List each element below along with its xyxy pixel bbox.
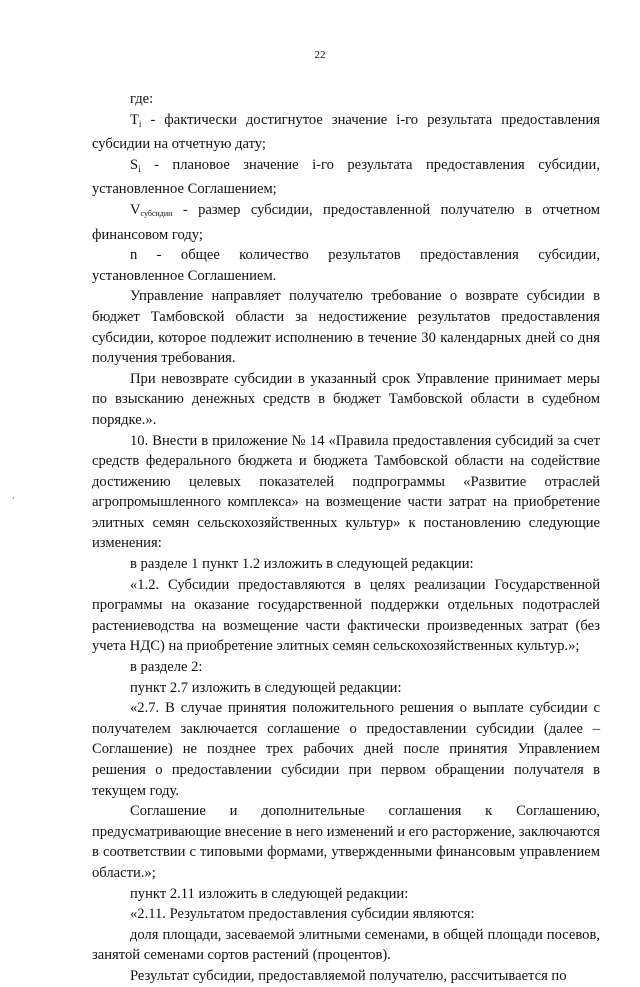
s-subscript: i: [138, 163, 141, 174]
paragraph-clause-2-11-intro: пункт 2.11 изложить в следующей редакции:: [130, 885, 409, 902]
paragraph-section-2: в разделе 2:: [130, 659, 203, 676]
n-definition: n - общее количество результатов предоставления субсидии, установленное Соглашением.: [92, 247, 600, 284]
s-definition-text: - плановое значение i-го результата предоставления субсидии, установленное Соглашением;: [92, 156, 600, 198]
paragraph-refund-requirement: Управление направляет получателю требование о возврате субсидии в бюджет Тамбовской области за недостижение результатов предоставления субсидии, которое подлежит исполнению в течение 30 календарных дней со дня получения требования.: [92, 288, 600, 367]
paragraph-clause-2-7: «2.7. В случае принятия положительного решения о выплате субсидии с получателем заключается соглашение о предоставлении субсидии (далее – Соглашение) не позднее трех рабочих дней после принятия Управлением решения о предоставлении субсидии при первом обращении получателя в текущем году.: [92, 700, 600, 799]
v-definition-text: - размер субсидии, предоставленной получателю в отчетном финансовом году;: [92, 201, 600, 243]
paragraph-result-calculation: Результат субсидии, предоставляемой получателю, рассчитывается по: [130, 967, 567, 984]
paragraph-agreements: Соглашение и дополнительные соглашения к Соглашению, предусматривающие внесение в него изменений и его расторжение, заключаются в соответствии с типовыми формами, утвержденными финансовым управлением области.»;: [92, 803, 600, 881]
t-symbol: T: [130, 111, 139, 128]
page-number: 22: [314, 49, 326, 61]
where-label: где:: [130, 91, 154, 107]
paragraph-item-10: 10. Внести в приложение № 14 «Правила предоставления субсидий за счет средств федерального бюджета и бюджета Тамбовской области на содействие достижению целевых показателей подпрограммы «Развитие отраслей агропромышленного комплекса» на возмещение части затрат на приобретение элитных семян сельскохозяйственных культур» к постановлению следующие изменения:: [92, 432, 600, 552]
margin-mark: ,: [12, 490, 15, 501]
t-definition: [92, 110, 600, 155]
t-definition-text: - фактически достигнутое значение i-го результата предоставления субсидии на отчетную дату;: [92, 111, 600, 153]
paragraph-section-1: в разделе 1 пункт 1.2 изложить в следующей редакции:: [130, 556, 474, 573]
v-definition: [92, 200, 600, 245]
document-body: [92, 89, 600, 987]
paragraph-clause-1-2: «1.2. Субсидии предоставляются в целях реализации Государственной программы на оказание государственной поддержки отдельных подотраслей растениеводства на возмещение части фактически произведенных затрат (без учета НДС) на приобретение элитных семян сельскохозяйственных культур.»;: [92, 576, 600, 655]
s-symbol: S: [130, 156, 139, 173]
paragraph-share-of-area: доля площади, засеваемой элитными семенами, в общей площади посевов, занятой семенами сортов растений (процентов).: [92, 926, 600, 964]
v-subscript: субсидии: [140, 208, 173, 218]
paragraph-clause-2-11: «2.11. Результатом предоставления субсидии являются:: [130, 906, 475, 923]
v-symbol: V: [130, 201, 141, 218]
s-definition: [92, 155, 600, 200]
t-subscript: i: [138, 118, 142, 129]
paragraph-clause-2-7-intro: пункт 2.7 изложить в следующей редакции:: [130, 679, 402, 696]
paragraph-non-return: При невозврате субсидии в указанный срок Управление принимает меры по взысканию денежных средств в бюджет Тамбовской области в судебном порядке.».: [92, 370, 600, 428]
